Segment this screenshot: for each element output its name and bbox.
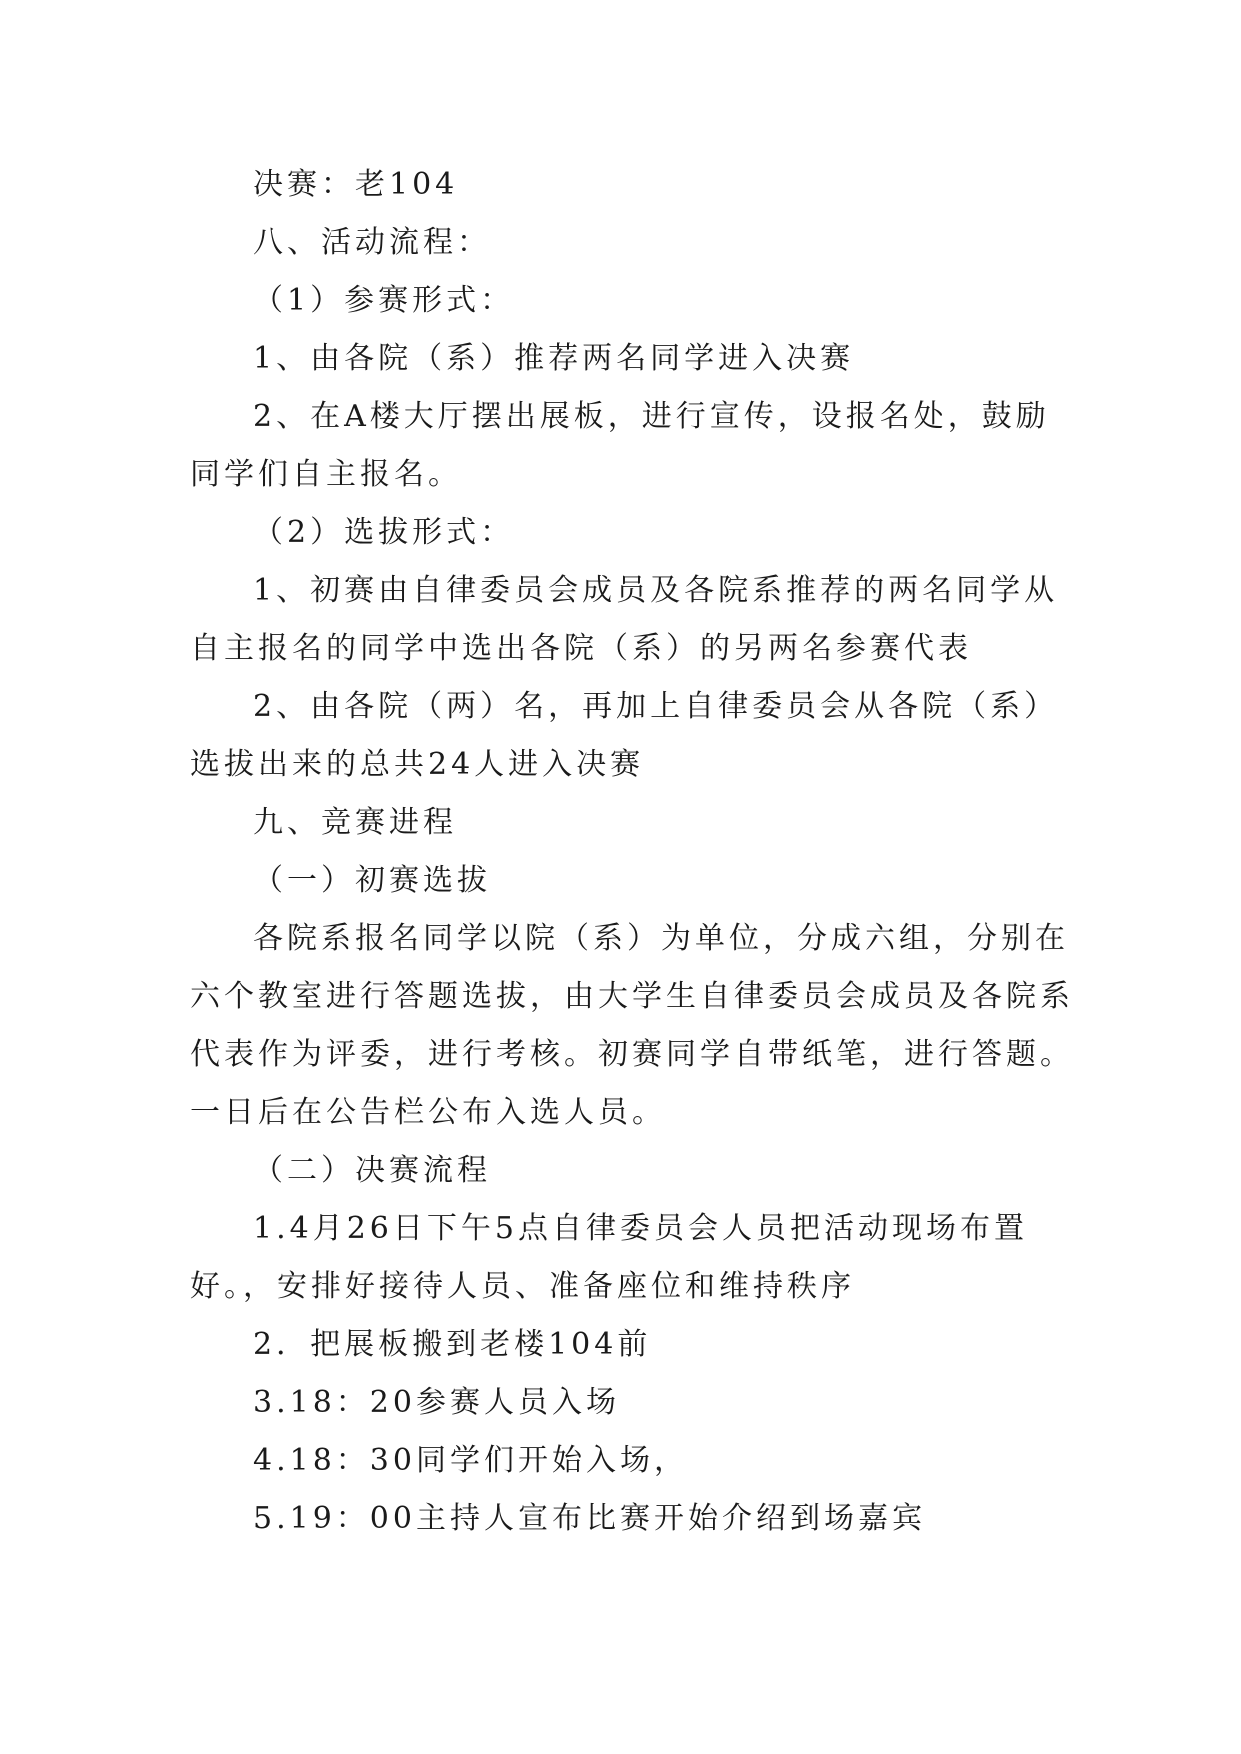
participation-item-1: 1、由各院（系）推荐两名同学进入决赛 (253, 341, 855, 376)
section-8-heading: 八、活动流程： (253, 225, 491, 260)
final-step-3: 3.18：20参赛人员入场 (253, 1385, 620, 1420)
final-step-5: 5.19：00主持人宣布比赛开始介绍到场嘉宾 (253, 1501, 926, 1536)
participation-item-2: 2、在A楼大厅摆出展板，进行宣传，设报名处，鼓励 (253, 399, 1050, 434)
final-step-1-cont: 好。，安排好接待人员、准备座位和维持秩序 (190, 1269, 855, 1304)
preliminary-paragraph-line-2: 六个教室进行答题选拔，由大学生自律委员会成员及各院系 (190, 979, 1074, 1014)
final-step-4: 4.18：30同学们开始入场， (253, 1443, 688, 1478)
final-step-2: 2．把展板搬到老楼104前 (253, 1327, 652, 1362)
selection-item-1-cont: 自主报名的同学中选出各院（系）的另两名参赛代表 (190, 631, 972, 666)
subsection-preliminary-heading: （一）初赛选拔 (253, 863, 491, 898)
selection-item-2: 2、由各院（两）名，再加上自律委员会从各院（系） (253, 689, 1059, 724)
final-step-1: 1.4月26日下午5点自律委员会人员把活动现场布置 (253, 1211, 1028, 1246)
preliminary-paragraph-line-4: 一日后在公告栏公布入选人员。 (190, 1095, 666, 1130)
preliminary-paragraph-line-3: 代表作为评委，进行考核。初赛同学自带纸笔，进行答题。 (190, 1037, 1074, 1072)
subsection-final-heading: （二）决赛流程 (253, 1153, 491, 1188)
subsection-selection-heading: （2）选拔形式： (253, 515, 515, 550)
participation-item-2-cont: 同学们自主报名。 (190, 457, 462, 492)
selection-item-2-cont: 选拔出来的总共24人进入决赛 (190, 747, 645, 782)
final-venue-line: 决赛：老104 (253, 167, 459, 202)
selection-item-1: 1、初赛由自律委员会成员及各院系推荐的两名同学从 (253, 573, 1059, 608)
preliminary-paragraph-line-1: 各院系报名同学以院（系）为单位，分成六组，分别在 (253, 921, 1069, 956)
subsection-participation-heading: （1）参赛形式： (253, 283, 515, 318)
section-9-heading: 九、竞赛进程 (253, 805, 457, 840)
